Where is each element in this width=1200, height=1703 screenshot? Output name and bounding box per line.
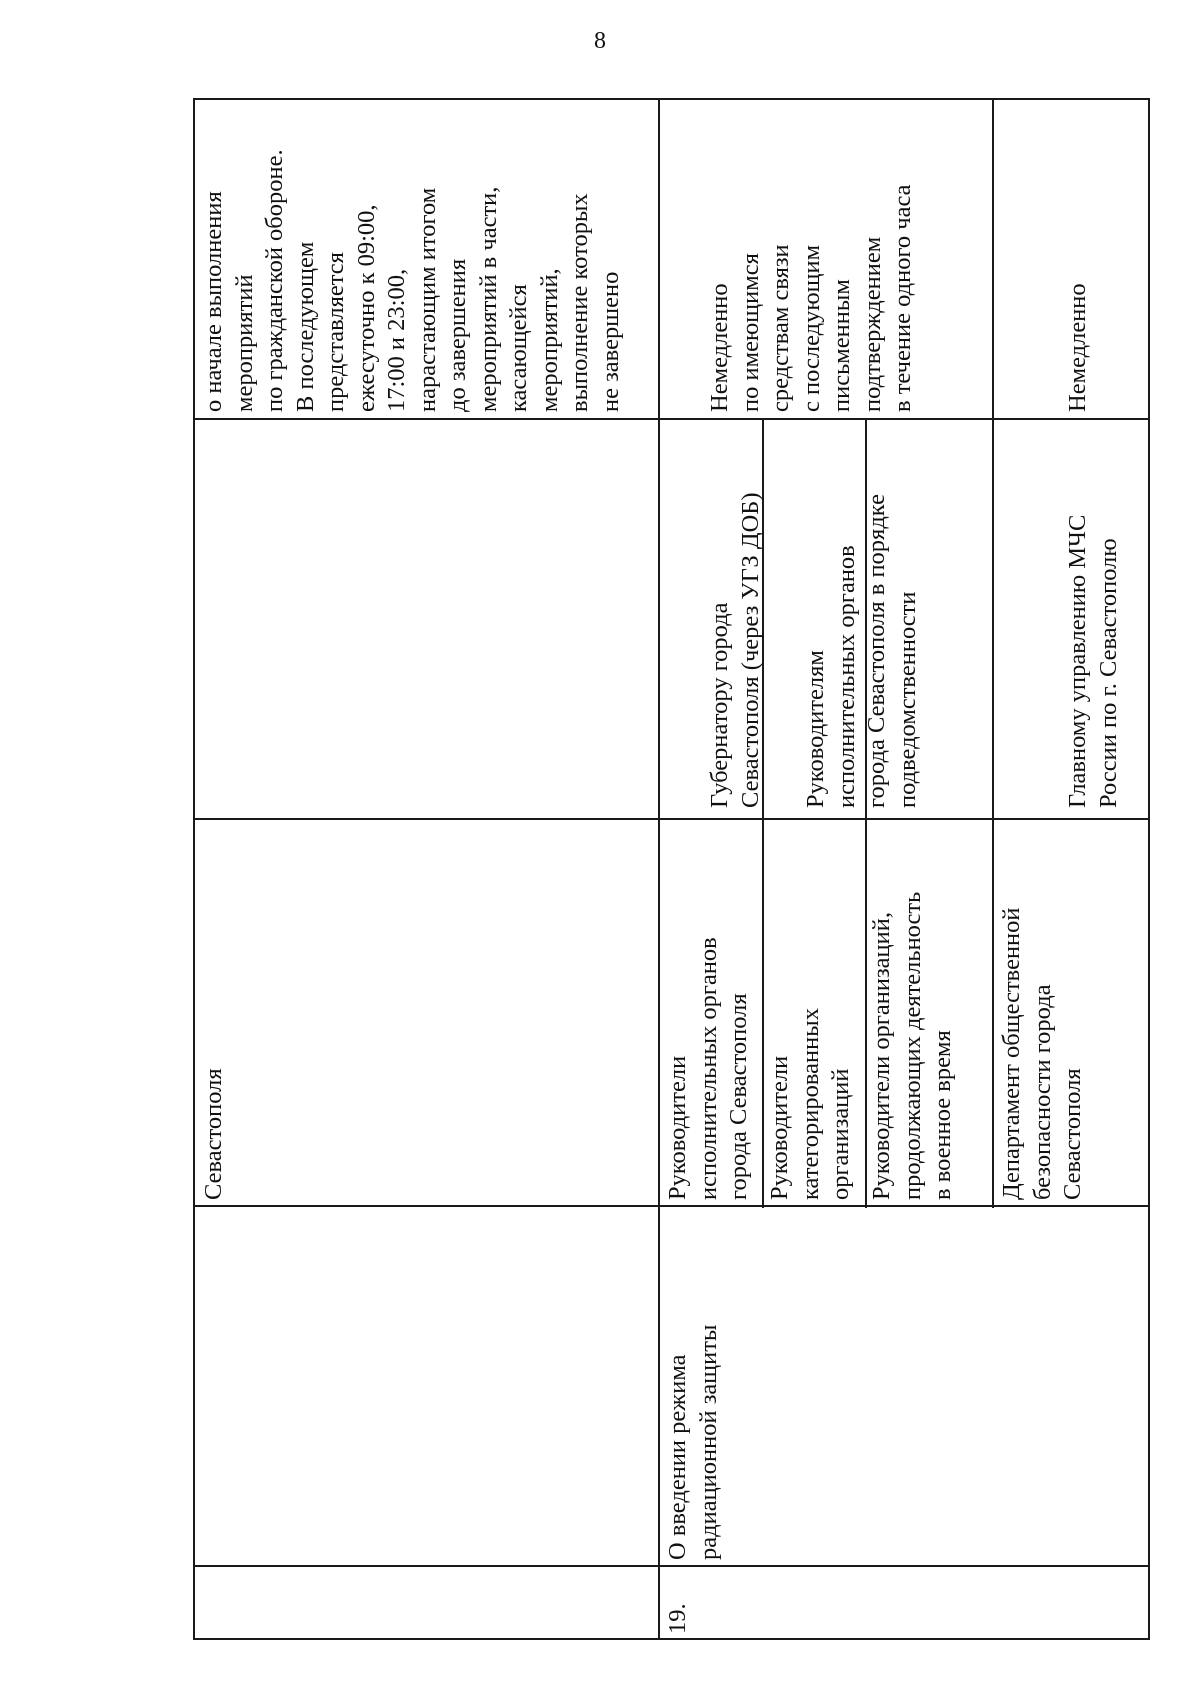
recipient-1: Губернатору города Севастополя (через УГЗ ДОБ) bbox=[706, 492, 764, 808]
prev-row-deadline: о начале выполнения мероприятий по гражданской обороне. В последующем представляется ежесуточно к 09:00, 17:00 и 23:00, нарастающим итогом до завершения мероприятий в части, касающейся мероприятий, выполнение которых не завершено bbox=[200, 149, 624, 412]
prev-row-sender-cont: Севастополя bbox=[200, 1068, 227, 1200]
sender-2: Руководители категорированных организаций bbox=[766, 1008, 854, 1200]
page-number: 8 bbox=[594, 28, 606, 54]
sender-1: Руководители исполнительных органов города Севастополя bbox=[664, 937, 752, 1200]
recipient-3: Главному управлению МЧС России по г. Севастополю bbox=[1064, 514, 1122, 808]
recipient-2: Руководителям исполнительных органов города Севастополя в порядке подведомственности bbox=[802, 494, 921, 808]
row-number: 19. bbox=[664, 1603, 691, 1634]
row-name: О введении режима радиационной защиты bbox=[664, 1324, 722, 1560]
rotated-table-content bbox=[195, 98, 1150, 1640]
sender-3: Руководители организаций, продолжающих деятельность в военное время bbox=[868, 891, 956, 1200]
deadline-1: Немедленно по имеющимся средствам связи с последующим письменным подтверждением в течение одного часа bbox=[706, 184, 916, 412]
sender-4: Департамент общественной безопасности города Севастополя bbox=[998, 907, 1086, 1200]
deadline-2: Немедленно bbox=[1064, 283, 1091, 412]
